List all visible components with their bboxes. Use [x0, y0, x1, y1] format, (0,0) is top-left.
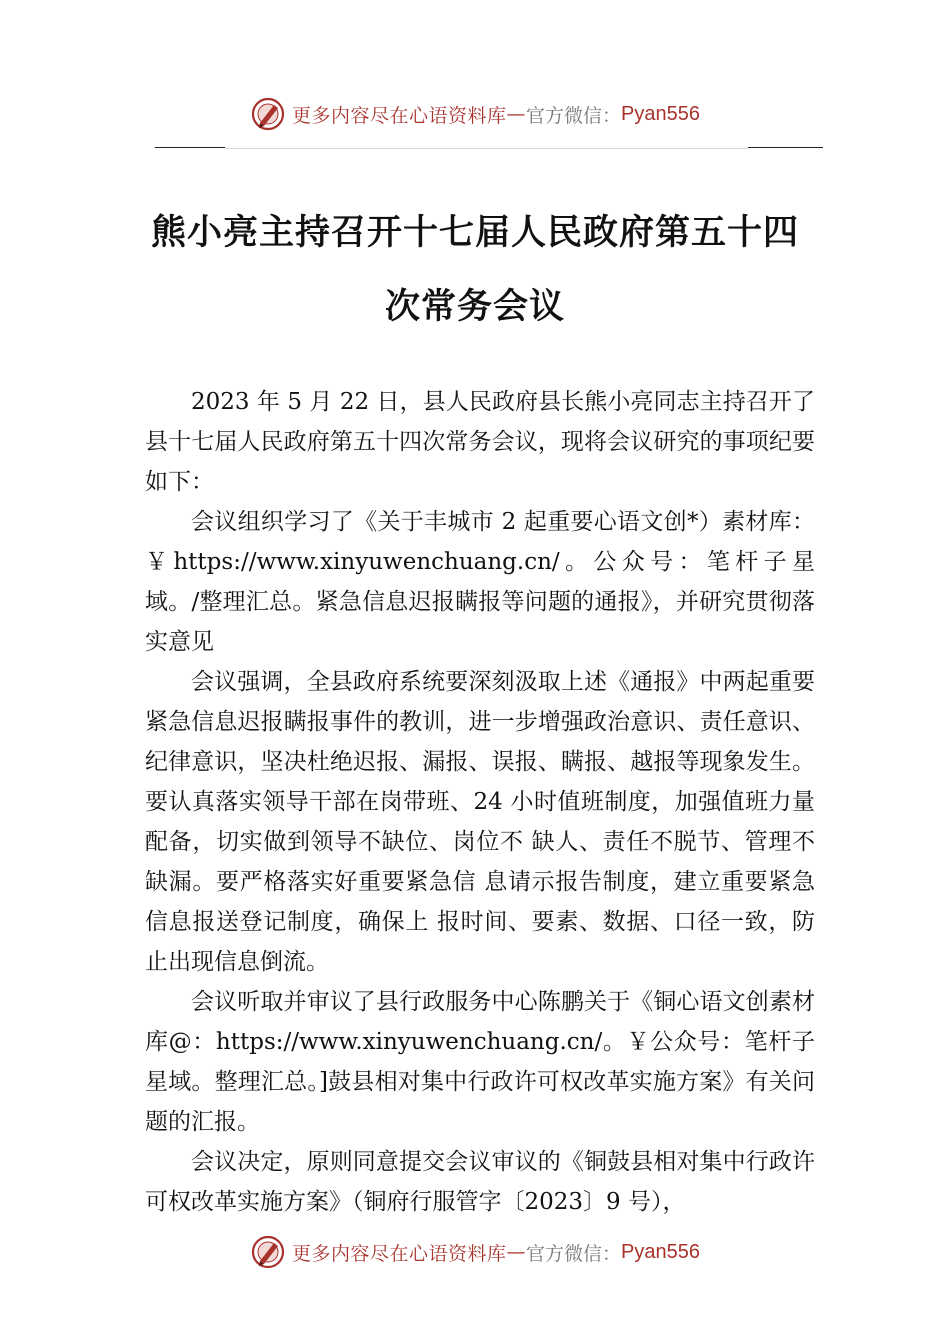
title-line-1: 熊小亮主持召开十七届人民政府第五十四 [150, 213, 799, 253]
watermark-dash: — [506, 103, 527, 125]
watermark-wechat-label: 官方微信： [526, 104, 622, 127]
watermark-banner-bottom [0, 1232, 950, 1272]
watermark-text: 更多内容尽在心语资料库 [292, 1242, 507, 1265]
pen-logo-icon [250, 1234, 286, 1270]
paragraph-1: 2023 年 5 月 22 日，县人民政府县长熊小亮同志主持召开了县十七届人民政府第五十四次常务会议，现将会议研究的事项纪要如下： [145, 389, 815, 495]
pen-logo-icon [250, 96, 286, 132]
watermark-banner-top [0, 94, 950, 134]
document-body [145, 382, 815, 1222]
watermark-wechat-id: Pyan556 [621, 102, 700, 125]
paragraph-3: 会议强调，全县政府系统要深刻汲取上述《通报》中两起重要紧急信息迟报瞒报事件的教训，进一步增强政治意识、责任意识、纪律意识，坚决杜绝迟报、漏报、误报、瞒报、越报等现象发生。要认真落实领导干部在岗带班、24 小时值班制度，加强值班力量配备，切实做到领导不缺位、岗位不 缺人、责任不脱节、管理不缺漏。要严格落实好重要紧急信 息请示报告制度，建立重要紧急信息报送登记制度，确保上 报时间、要素、数据、口径一致，防止出现信息倒流。 [145, 669, 815, 975]
paragraph-2: 会议组织学习了《关于丰城市 2 起重要心语文创*）素材库：￥https://www.xinyuwenchuang.cn/。公众号：笔杆子星域。/整理汇总。紧急信息迟报瞒报等问题的通报》，并研究贯彻落实意见 [145, 509, 815, 655]
watermark-wechat-id: Pyan556 [621, 1240, 700, 1263]
document-title [145, 196, 805, 344]
watermark-wechat-label: 官方微信： [526, 1242, 622, 1265]
watermark-text: 更多内容尽在心语资料库 [292, 104, 507, 127]
paragraph-4: 会议听取并审议了县行政服务中心陈鹏关于《铜心语文创素材库@：https://www.xinyuwenchuang.cn/。￥公众号：笔杆子星域。整理汇总。]鼓县相对集中行政许可权改革实施方案》有关问题的汇报。 [145, 989, 815, 1135]
header-rule-right [748, 147, 823, 148]
header-rule-left [155, 147, 225, 148]
title-line-2: 次常务会议 [384, 287, 565, 327]
watermark-dash: — [506, 1241, 527, 1263]
paragraph-5: 会议决定，原则同意提交会议审议的《铜鼓县相对集中行政许可权改革实施方案》（铜府行服管字〔2023〕9 号）， [145, 1149, 815, 1215]
header-rule-middle [225, 148, 748, 149]
